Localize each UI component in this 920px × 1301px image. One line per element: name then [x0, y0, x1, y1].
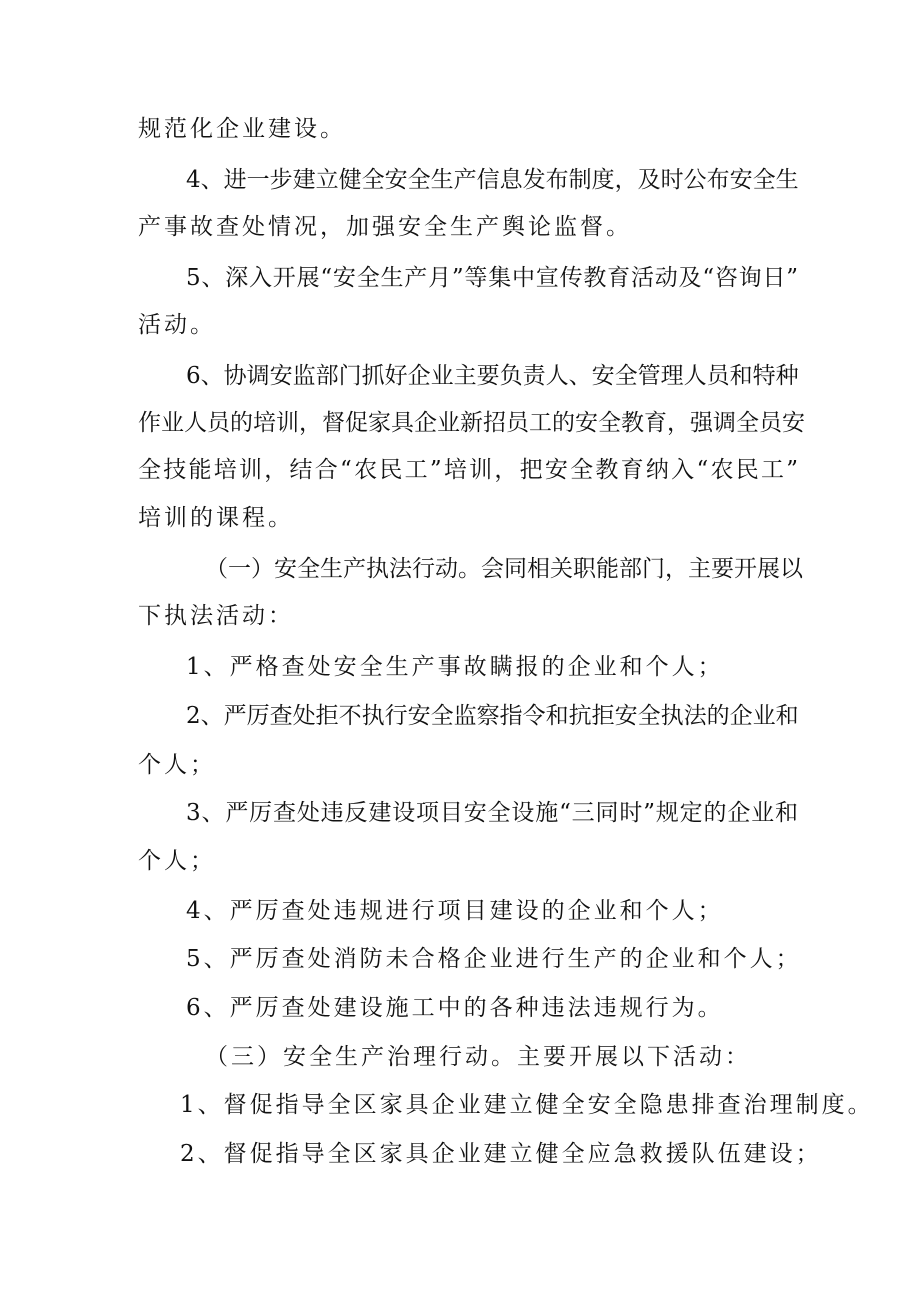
text-line: 1、督促指导全区家具企业建立健全安全隐患排查治理制度。 [180, 1092, 874, 1118]
text-line: 个人； [138, 752, 216, 778]
text-line: 活动。 [138, 312, 216, 338]
text-line: 2、督促指导全区家具企业建立健全应急救援队伍建设； [180, 1141, 822, 1167]
text-line: （一）安全生产执法行动。会同相关职能部门，主要开展以 [205, 556, 803, 582]
text-line: 5、严厉查处消防未合格企业进行生产的企业和个人； [186, 946, 802, 972]
text-line: 个人； [138, 848, 216, 874]
text-line: 全技能培训，结合“农民工”培训，把安全教育纳入“农民工” [138, 457, 798, 483]
text-line: 6、协调安监部门抓好企业主要负责人、安全管理人员和特种 [186, 363, 799, 389]
text-line: 培训的课程。 [138, 505, 294, 531]
text-line: 3、严厉查处违反建设项目安全设施“三同时”规定的企业和 [186, 800, 798, 826]
text-line: 作业人员的培训，督促家具企业新招员工的安全教育，强调全员安 [138, 410, 805, 436]
text-line: 1、严格查处安全生产事故瞒报的企业和个人； [186, 654, 724, 680]
text-line: 6、严厉查处建设施工中的各种违法违规行为。 [186, 995, 724, 1021]
text-line: 4、进一步建立健全安全生产信息发布制度，及时公布安全生 [186, 167, 799, 193]
text-line: 2、严厉查处拒不执行安全监察指令和抗拒安全执法的企业和 [186, 703, 799, 729]
text-line: 下执法活动： [138, 603, 294, 629]
text-line: 5、深入开展“安全生产月”等集中宣传教育活动及“咨询日” [186, 265, 798, 291]
text-line: 4、严厉查处违规进行项目建设的企业和个人； [186, 898, 724, 924]
text-line: 产事故查处情况，加强安全生产舆论监督。 [138, 214, 632, 240]
text-line: （三）安全生产治理行动。主要开展以下活动： [205, 1044, 751, 1070]
text-line: 规范化企业建设。 [138, 116, 346, 142]
